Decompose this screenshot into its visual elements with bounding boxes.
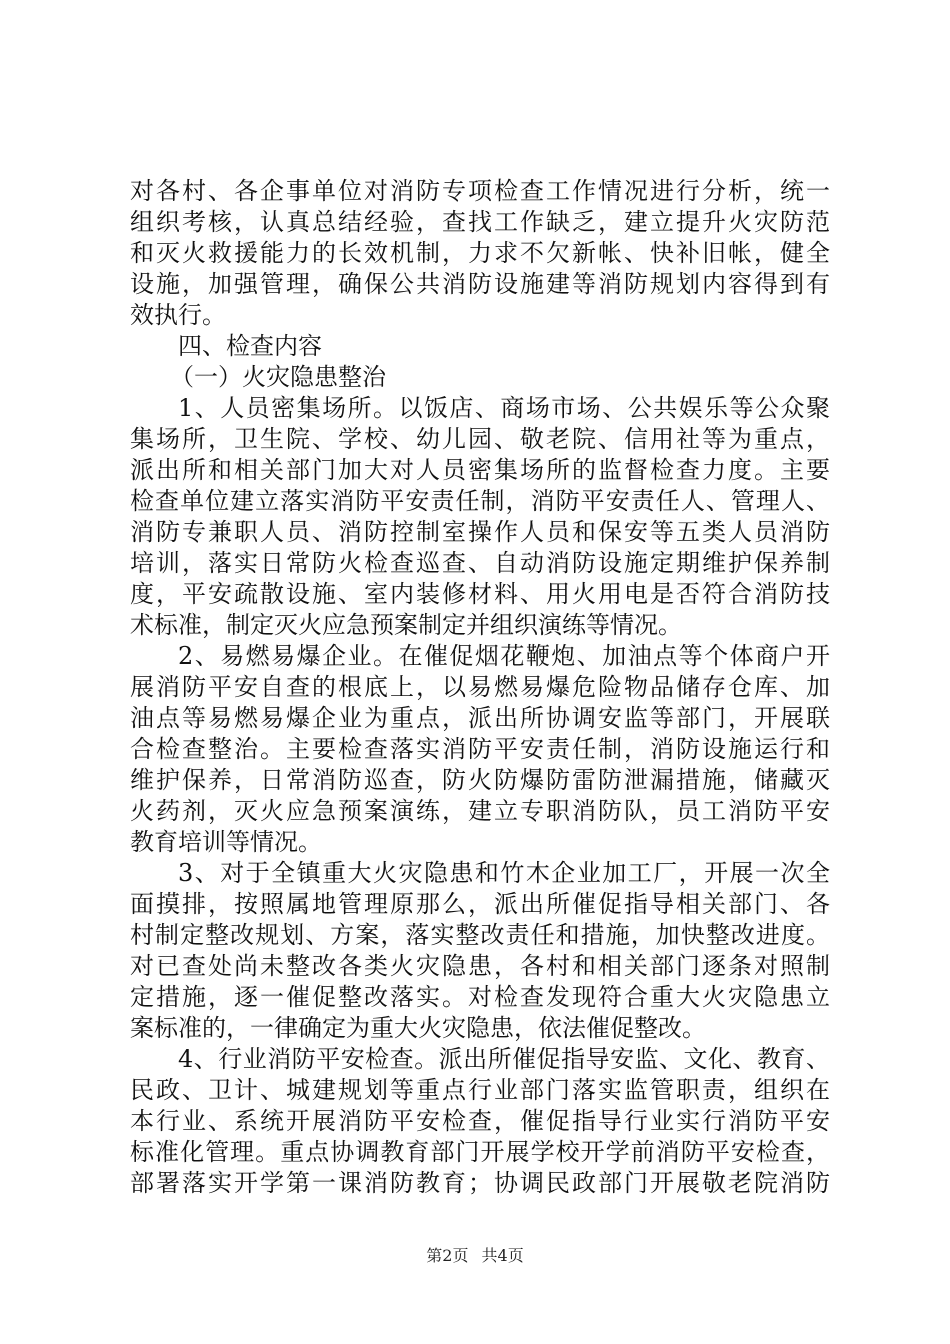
text-line: 对各村、各企事单位对消防专项检查工作情况进行分析，统一: [130, 177, 830, 205]
text-line: 油点等易燃易爆企业为重点，派出所协调安监等部门，开展联: [130, 704, 830, 732]
page-total: 共4页: [481, 1246, 524, 1265]
text-line: 集场所，卫生院、学校、幼儿园、敬老院、信用社等为重点，: [130, 425, 830, 453]
text-line: 组织考核，认真总结经验，查找工作缺乏，建立提升火灾防范: [130, 208, 830, 236]
text-line: 和灭火救援能力的长效机制，力求不欠新帐、快补旧帐，健全: [130, 239, 830, 267]
text-line: 火药剂，灭火应急预案演练，建立专职消防队，员工消防平安: [130, 797, 830, 825]
text-line: 案标准的，一律确定为重大火灾隐患，依法催促整改。: [130, 1014, 706, 1042]
text-line: 消防专兼职人员、消防控制室操作人员和保安等五类人员消防: [130, 518, 830, 546]
text-line: 村制定整改规划、方案，落实整改责任和措施，加快整改进度。: [130, 921, 830, 949]
page-footer: [0, 1246, 950, 1266]
text-line: 本行业、系统开展消防平安检查，催促指导行业实行消防平安: [130, 1107, 830, 1135]
text-line: 合检查整治。主要检查落实消防平安责任制，消防设施运行和: [130, 735, 830, 763]
section-heading: 四、检查内容: [178, 332, 322, 360]
text-line: 标准化管理。重点协调教育部门开展学校开学前消防平安检查，: [130, 1138, 830, 1166]
text-line: 3、对于全镇重大火灾隐患和竹木企业加工厂，开展一次全: [178, 859, 830, 887]
text-line: 派出所和相关部门加大对人员密集场所的监督检查力度。主要: [130, 456, 830, 484]
text-line: 定措施，逐一催促整改落实。对检查发现符合重大火灾隐患立: [130, 983, 830, 1011]
text-line: 民政、卫计、城建规划等重点行业部门落实监管职责，组织在: [130, 1076, 830, 1104]
text-line: 教育培训等情况。: [130, 828, 322, 856]
text-line: 度，平安疏散设施、室内装修材料、用火用电是否符合消防技: [130, 580, 830, 608]
text-line: 面摸排，按照属地管理原那么，派出所催促指导相关部门、各: [130, 890, 830, 918]
text-line: 部署落实开学第一课消防教育；协调民政部门开展敬老院消防: [130, 1169, 830, 1197]
text-line: 检查单位建立落实消防平安责任制，消防平安责任人、管理人、: [130, 487, 830, 515]
text-line: 对已查处尚未整改各类火灾隐患，各村和相关部门逐条对照制: [130, 952, 830, 980]
text-line: 设施，加强管理，确保公共消防设施建等消防规划内容得到有: [130, 270, 830, 298]
text-line: 术标准，制定灭火应急预案制定并组织演练等情况。: [130, 611, 682, 639]
text-line: 展消防平安自查的根底上，以易燃易爆危险物品储存仓库、加: [130, 673, 830, 701]
page-number: 第2页: [426, 1246, 469, 1265]
text-line: 1、人员密集场所。以饭店、商场市场、公共娱乐等公众聚: [178, 394, 830, 422]
text-line: 2、易燃易爆企业。在催促烟花鞭炮、加油点等个体商户开: [178, 642, 830, 670]
text-line: 维护保养，日常消防巡查，防火防爆防雷防泄漏措施，储藏灭: [130, 766, 830, 794]
text-line: 效执行。: [130, 301, 226, 329]
text-line: 培训，落实日常防火检查巡查、自动消防设施定期维护保养制: [130, 549, 830, 577]
subsection-heading: （一）火灾隐患整治: [170, 363, 386, 391]
text-line: 4、行业消防平安检查。派出所催促指导安监、文化、教育、: [178, 1045, 830, 1073]
document-body: [130, 176, 830, 1199]
